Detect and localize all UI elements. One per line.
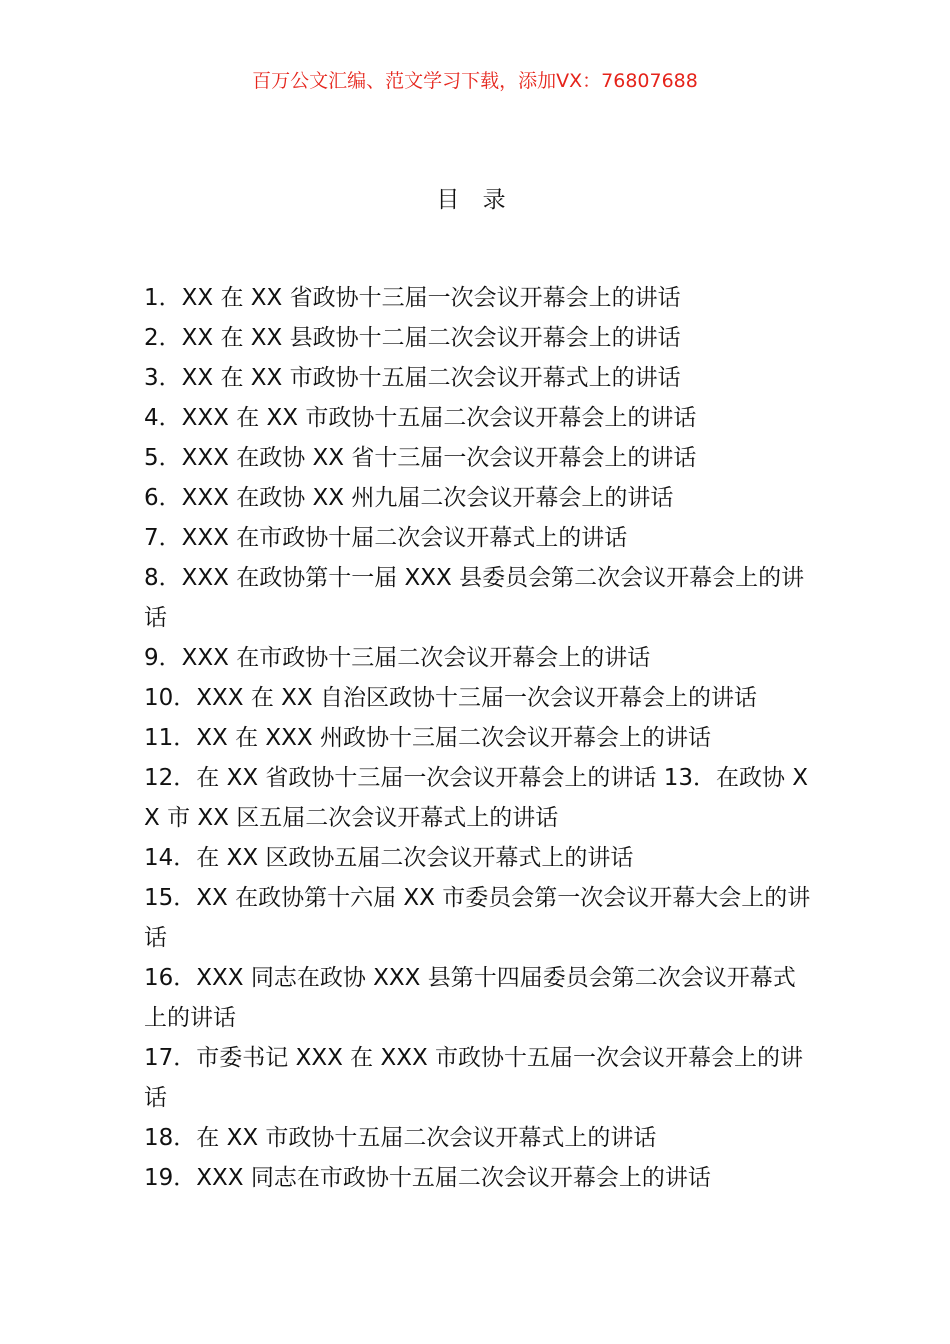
header-banner: 百万公文汇编、范文学习下载，添加VX：76807688 [252, 70, 698, 92]
toc-item-14: 14．在 XX 区政协五届二次会议开幕式上的讲话 [144, 845, 634, 871]
toc-item-7: 7．XXX 在市政协十届二次会议开幕式上的讲话 [144, 525, 628, 551]
toc-item-2: 2．XX 在 XX 县政协十二届二次会议开幕会上的讲话 [144, 325, 681, 351]
toc-item-15: 15．XX 在政协第十六届 XX 市委员会第一次会议开幕大会上的讲话 [144, 885, 811, 951]
toc-item-4: 4．XXX 在 XX 市政协十五届二次会议开幕会上的讲话 [144, 405, 697, 431]
toc-title: 目 录 [436, 187, 514, 213]
toc-item-12-13: 12．在 XX 省政协十三届一次会议开幕会上的讲话 13．在政协 XX 市 XX 区五届二次会议开幕式上的讲话 [144, 765, 809, 831]
toc-item-1: 1．XX 在 XX 省政协十三届一次会议开幕会上的讲话 [144, 285, 681, 311]
toc-list [144, 278, 812, 1198]
toc-item-3: 3．XX 在 XX 市政协十五届二次会议开幕式上的讲话 [144, 365, 681, 391]
toc-item-9: 9．XXX 在市政协十三届二次会议开幕会上的讲话 [144, 645, 651, 671]
toc-item-5: 5．XXX 在政协 XX 省十三届一次会议开幕会上的讲话 [144, 445, 697, 471]
toc-item-17: 17．市委书记 XXX 在 XXX 市政协十五届一次会议开幕会上的讲话 [144, 1045, 804, 1111]
toc-item-11: 11．XX 在 XXX 州政协十三届二次会议开幕会上的讲话 [144, 725, 711, 751]
toc-item-16: 16．XXX 同志在政协 XXX 县第十四届委员会第二次会议开幕式上的讲话 [144, 965, 796, 1031]
toc-item-19: 19．XXX 同志在市政协十五届二次会议开幕会上的讲话 [144, 1165, 711, 1191]
toc-item-10: 10．XXX 在 XX 自治区政协十三届一次会议开幕会上的讲话 [144, 685, 757, 711]
toc-item-8: 8．XXX 在政协第十一届 XXX 县委员会第二次会议开幕会上的讲话 [144, 565, 805, 631]
toc-item-6: 6．XXX 在政协 XX 州九届二次会议开幕会上的讲话 [144, 485, 674, 511]
toc-item-18: 18．在 XX 市政协十五届二次会议开幕式上的讲话 [144, 1125, 657, 1151]
